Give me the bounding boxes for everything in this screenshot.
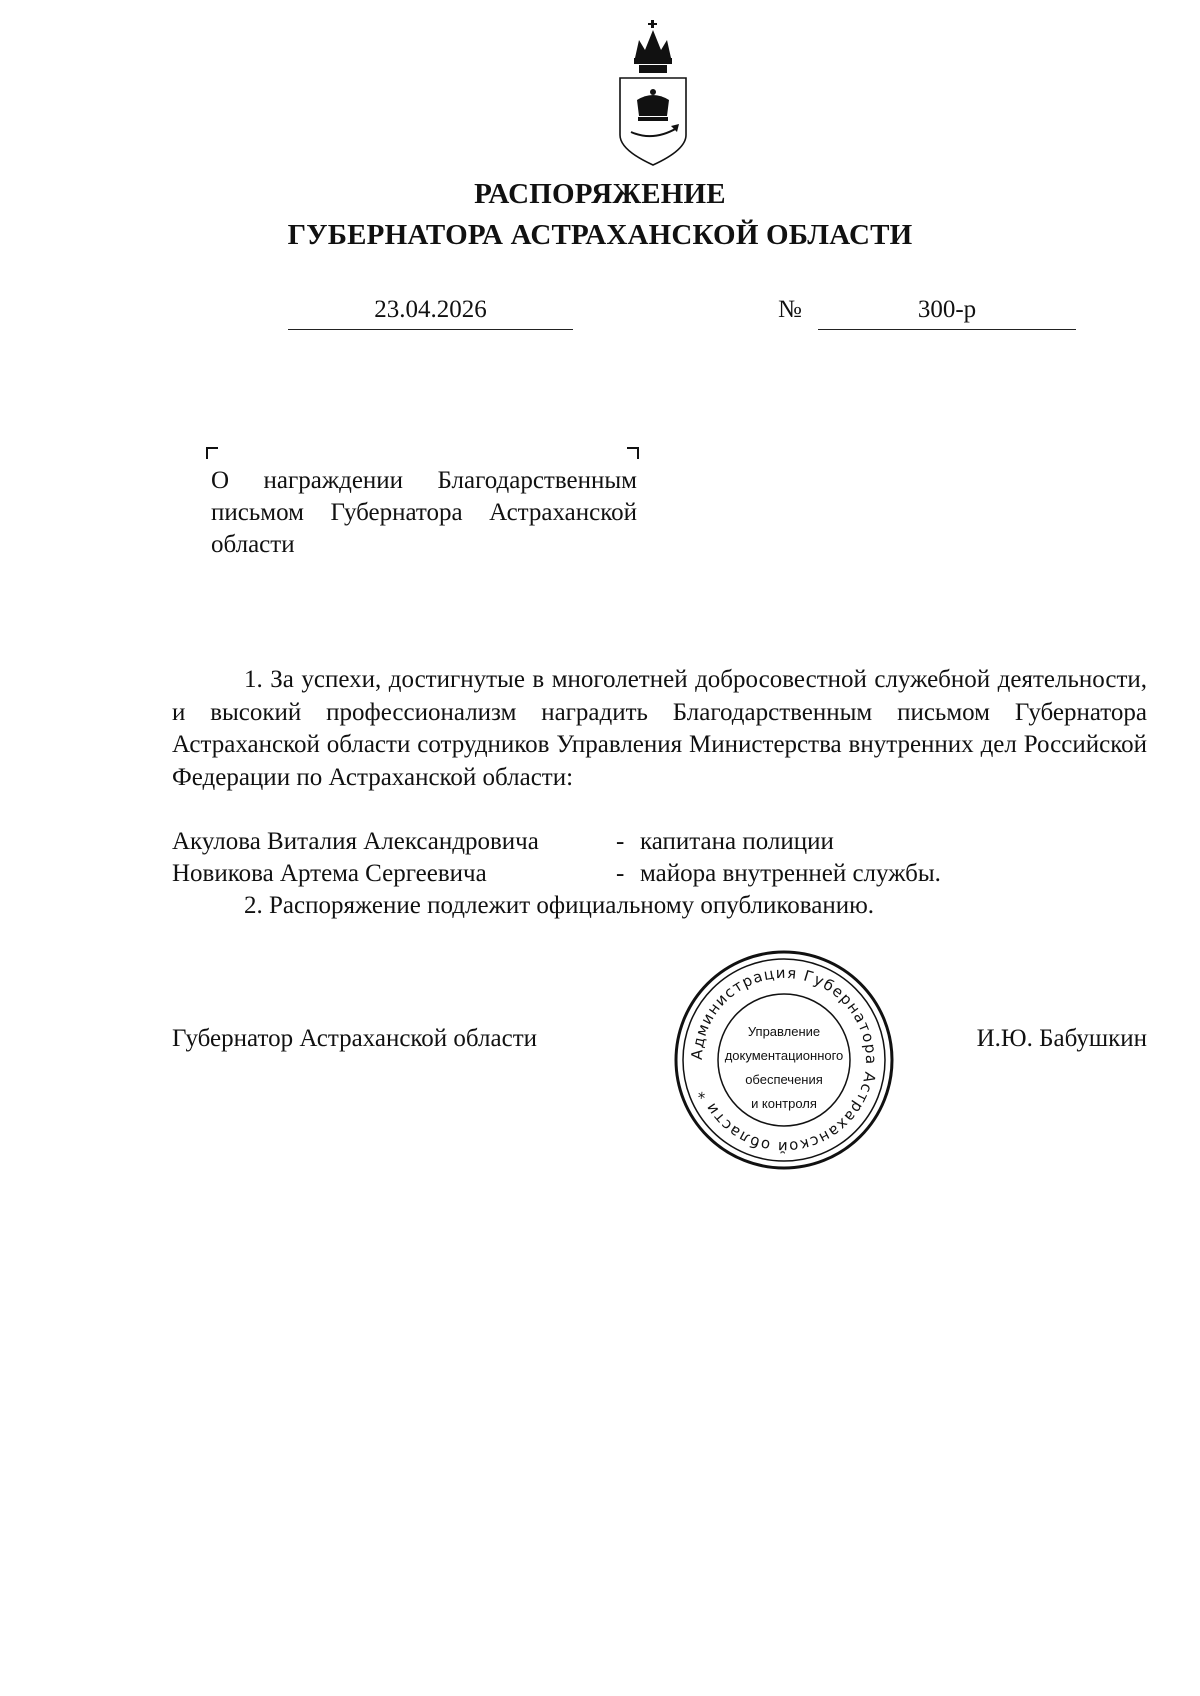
signature-title: Губернатор Астраханской области [172, 1025, 538, 1052]
stamp-ring-text: Администрация Губернатора Астраханской области * [687, 963, 881, 1157]
subject-corner-left [206, 447, 218, 459]
stamp-center-line: Управление [747, 1024, 821, 1039]
awardee-name: Новикова Артема Сергеевича [172, 860, 487, 887]
document-date: 23.04.2026 [288, 296, 573, 330]
subject-corner-right [627, 447, 639, 459]
paragraph-1: 1. За успехи, достигнутые в многолетней добросовестной служебной деятельности, и высокий профессионализм наградить Благодарственным письмом Губернатора Астраханской области сотрудников Управления Министерства внутренних дел Российской Федерации по Астраханской области: [172, 666, 1147, 791]
awardee-dash: - [616, 828, 625, 855]
stamp-center-line: и контроля [751, 1096, 817, 1111]
coat-of-arms-emblem [615, 20, 691, 170]
awardee-rank: капитана полиции [640, 828, 834, 855]
stamp-center-line: обеспечения [745, 1072, 823, 1087]
number-label: № [778, 296, 802, 323]
awardee-rank: майора внутренней службы. [640, 860, 941, 887]
document-number: 300-р [818, 296, 1076, 330]
awardee-dash: - [616, 860, 625, 887]
official-stamp [672, 948, 896, 1172]
stamp-center-line: документационного [724, 1048, 844, 1063]
awardee-name: Акулова Виталия Александровича [172, 828, 539, 855]
document-title-line1: РАСПОРЯЖЕНИЕ [474, 178, 726, 210]
document-title-line2: ГУБЕРНАТОРА АСТРАХАНСКОЙ ОБЛАСТИ [287, 219, 913, 251]
document-subject: О награждении Благодарственным письмом Губернатора Астраханской области [211, 467, 637, 558]
signature-name: И.Ю. Бабушкин [976, 1025, 1147, 1052]
paragraph-2: 2. Распоряжение подлежит официальному опубликованию. [244, 892, 875, 919]
